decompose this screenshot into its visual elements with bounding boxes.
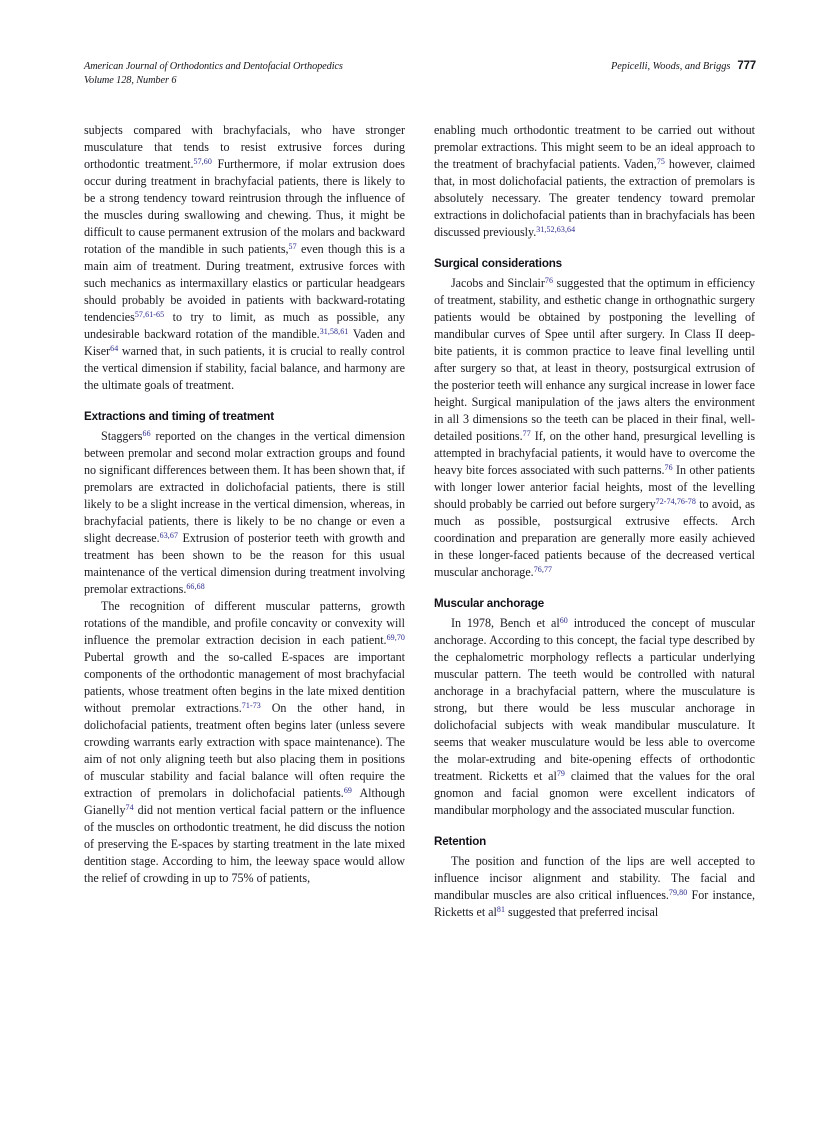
paragraph-jacobs-sinclair-surgery: Jacobs and Sinclair$^{76}$ suggested that the optimum in efficiency of treatment, stability, and esthetic change in orthognathic surgery patients would be obtained by postponing the levelling of mandibular curves of Spee until after surgery. In Class II deep-bite patients, it is common practice to leave final levelling until after surgery so that, at least in theory, postsurgical extrusion of the posterior teeth will enhance any surgical increase in lower face height. Surgical manipulation of the jaws alters the environment in all 3 dimensions so the teeth can be placed in their final, well-detailed positions.$^{77}$ If, on the other hand, presurgical levelling is attempted in brachyfacial patients, it would have to overcome the heavy bite forces associated with such patterns.$^{76}$ In other patients with longer lower anterior facial heights, most of the levelling should probably be carried out before surgery$^{72-74,76-78}$ to avoid, as much as possible, postsurgical extrusive effects. Arch coordination and preparation are generally more easily achieved in these longer-faced patients because of the decreased vertical muscular anchorage.$^{76,77}$ — [434, 275, 756, 579]
paragraph-staggers-vertical-dimension: Staggers$^{66}$ reported on the changes in the vertical dimension between premolar and second molar extraction groups and found no significant differences between them. It has been shown that, if premolars are extracted in dolichofacial patients, there is still likely to be a slight increase in the vertical dimension, whereas, in brachyfacial patients, there is likely to be no change or even a slight decrease.$^{63,67}$ Extrusion of posterior teeth with growth and treatment has been shown to be the reason for this usual maintenance of the vertical dimension during treatment involving premolar extractions.$^{66,68}$ — [84, 428, 405, 596]
citation-reference[interactable]: 66 — [142, 428, 151, 438]
citation-reference[interactable]: 77 — [522, 428, 531, 438]
two-column-body — [84, 122, 755, 1090]
page-number: 777 — [737, 60, 756, 72]
citation-reference[interactable]: 57 — [288, 241, 297, 251]
journal-volume-issue: Volume 128, Number 6 — [84, 74, 177, 86]
citation-reference[interactable]: 81 — [496, 904, 506, 914]
heading-surgical-considerations: Surgical considerations — [434, 257, 562, 270]
paragraph-lips-retention: The position and function of the lips are well accepted to influence incisor alignment and stability. The facial and mandibular muscles are also critical influences.$^{79,80}$ For instance, Ricketts et al$^{81}$ suggested that preferred incisal — [434, 854, 756, 919]
citation-reference[interactable]: 57,61-65 — [134, 309, 165, 319]
running-head-authors: Pepicelli, Woods, and Briggs — [610, 61, 731, 72]
heading-muscular-anchorage: Muscular anchorage — [434, 597, 545, 610]
citation-reference[interactable]: 69,70 — [386, 632, 405, 642]
citation-reference[interactable]: 66,68 — [186, 581, 205, 591]
citation-reference[interactable]: 60 — [559, 615, 568, 625]
heading-extractions-and-timing: Extractions and timing of treatment — [84, 410, 274, 423]
running-head-journal — [84, 60, 343, 87]
citation-reference[interactable]: 31,58,61 — [319, 326, 349, 336]
running-head — [84, 60, 756, 94]
citation-reference[interactable]: 76 — [544, 275, 554, 285]
citation-reference[interactable]: 64 — [110, 343, 119, 353]
paragraph-muscular-patterns-extraction-decision: The recognition of different muscular patterns, growth rotations of the mandible, and profile concavity or convexity will influence the premolar extraction decision in each patient.$^{69,70}$ Pubertal growth and the so-called E-spaces are important components of the orthodontic management of most brachyfacial patients, whose treatment often begins in the late mixed dentition without premolar extractions.$^{71-73}$ On the other hand, in dolichofacial patients, treatment often begins later (unless severe crowding warrants early extraction with space maintenance). The aim of not only aligning teeth but also placing them in positions of muscular stability and facial balance will often require the extraction of premolars in dolichofacial patients.$^{69}$ Although Gianelly$^{74}$ did not mention vertical facial pattern or the influence of the muscles on orthodontic treatment, he did discuss the notion of preserving the E-spaces by starting treatment in the late mixed dentition stage. According to him, the leeway space would allow the relief of crowding in up to 75% of patients, — [84, 599, 405, 885]
citation-reference[interactable]: 74 — [125, 802, 134, 812]
citation-reference[interactable]: 76,77 — [533, 564, 553, 574]
right-column — [434, 122, 755, 1090]
left-column — [84, 122, 405, 1090]
citation-reference[interactable]: 57,60 — [193, 156, 212, 166]
citation-reference[interactable]: 63,67 — [159, 530, 179, 540]
citation-reference[interactable]: 69 — [343, 785, 352, 795]
running-head-authors-page — [611, 60, 756, 74]
citation-reference[interactable]: 79 — [556, 768, 566, 778]
citation-reference[interactable]: 72-74,76-78 — [655, 496, 696, 506]
citation-reference[interactable]: 76 — [664, 462, 673, 472]
paragraph-continuation-premolar-extractions: enabling much orthodontic treatment to be carried out without premolar extractions. This might seem to be an ideal approach to the treatment of brachyfacial patients. Vaden,$^{75}$ however, claimed that, in most dolichofacial patients, the extraction of premolars is absolutely necessary. The greater tendency toward premolar extractions in dolichofacial patients than in brachyfacials has been discussed previously.$^{31,52,63,64}$ — [434, 123, 755, 239]
paragraph-bench-muscular-anchorage: In 1978, Bench et al$^{60}$ introduced the concept of muscular anchorage. According to this concept, the facial type described by the cephalometric morphology reflects a particular underlying muscular pattern. The teeth would be controlled with natural anchorage in a brachyfacial pattern, where the musculature is strong, but there would be less muscular anchorage in dolichofacial subjects with weak mandibular musculature. It seems that weaker musculature would be less able to overcome the molar-extruding and bite-opening effects of orthodontic treatment. Ricketts et al$^{79}$ claimed that the values for the oral gnomon and facial gnomon were excellent indicators of mandibular morphology and the associated muscular function. — [434, 615, 755, 817]
citation-reference[interactable]: 79,80 — [668, 887, 688, 897]
paragraph-continuation-extrusive-forces: subjects compared with brachyfacials, who have stronger musculature that tends to resist extrusive forces during orthodontic treatment.$^{57,60}$ Furthermore, if molar extrusion does occur during treatment in brachyfacial patients, there is likely to be a strong tendency toward reintrusion through the influence of the muscles during swallowing and chewing. Thus, it might be difficult to cause permanent extrusion of the molars and backward rotation of the mandible in such patients,$^{57}$ even though this is a main aim of treatment. During treatment, extrusive forces with such mechanics as intermaxillary elastics or particular headgears should probably be avoided in patients with backward-rotating tendencies$^{57,61-65}$ to try to limit, as much as possible, any undesirable backward rotation of the mandible.$^{31,58,61}$ Vaden and Kiser$^{64}$ warned that, in such patients, it is crucial to really control the vertical dimension if stability, facial balance, and harmony are the ultimate goals of treatment. — [84, 123, 405, 392]
citation-reference[interactable]: 75 — [656, 156, 665, 166]
heading-retention: Retention — [434, 835, 487, 848]
citation-reference[interactable]: 71-73 — [241, 700, 261, 710]
citation-reference[interactable]: 31,52,63,64 — [536, 224, 576, 234]
journal-title: American Journal of Orthodontics and Dentofacial Orthopedics — [84, 61, 343, 72]
